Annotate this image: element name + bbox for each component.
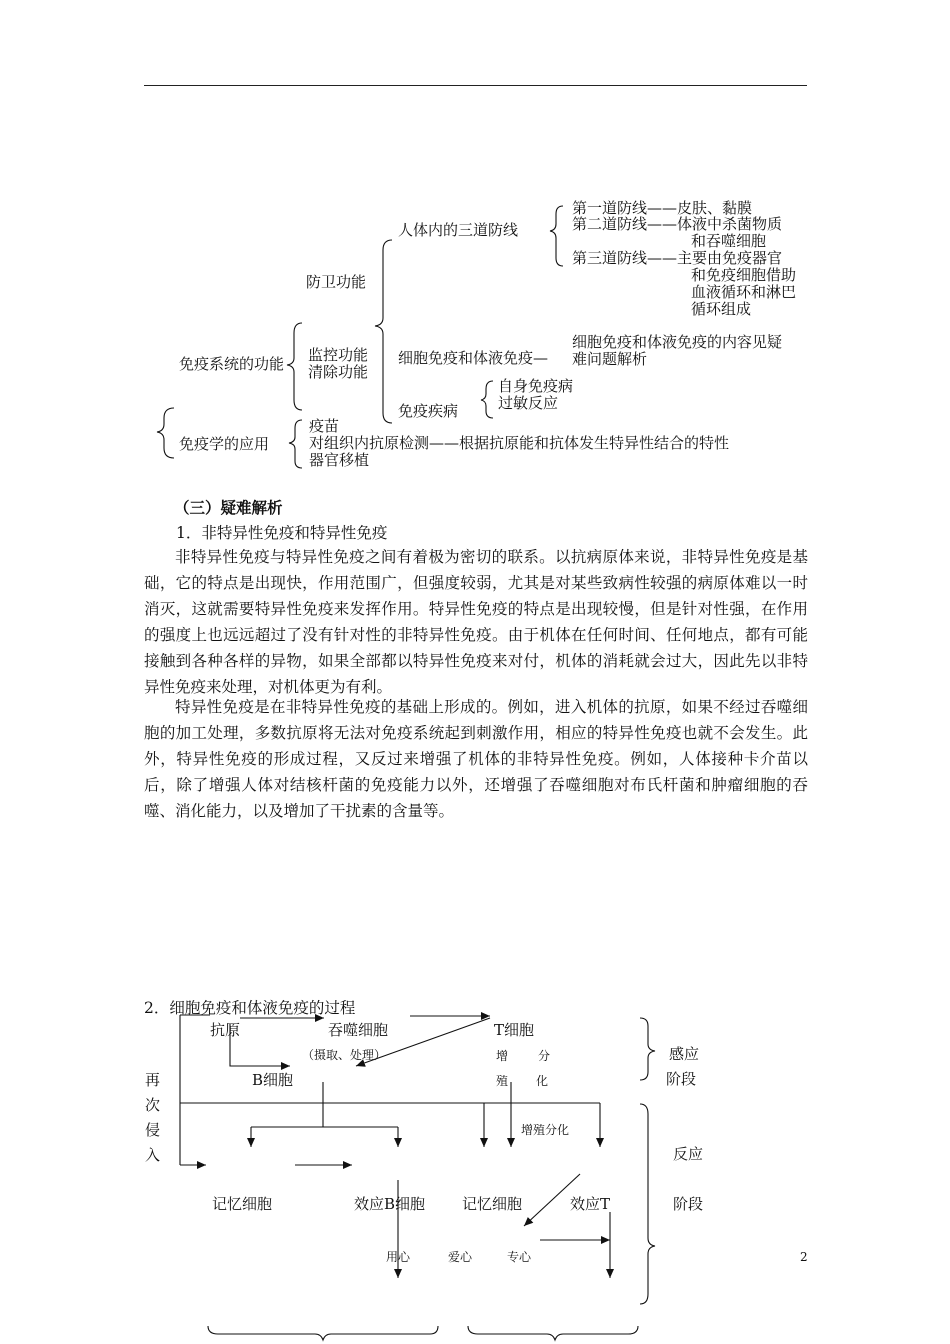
- page-number: 2: [800, 1250, 808, 1264]
- flow-t-cell: T细胞: [494, 1021, 535, 1039]
- flow-memory-cell-1: 记忆细胞: [212, 1195, 273, 1213]
- mindmap-clear: 清除功能: [308, 363, 369, 381]
- mindmap-line2b: 和吞噬细胞: [691, 232, 767, 250]
- stage-sense-2: 阶段: [666, 1070, 697, 1088]
- mindmap-transplant: 器官移植: [309, 451, 370, 469]
- stage-sense-1: 感应: [669, 1045, 700, 1063]
- flow-antigen: 抗原: [210, 1021, 241, 1039]
- paragraph-1: 非特异性免疫与特异性免疫之间有着极为密切的联系。以抗病原体来说，非特异性免疫是基础，它的特点是出现快，作用范围广，但强度较弱，尤其是对某些致病性较强的病原体难以一时消灭，这就需要特异性免疫来发挥作用。特异性免疫的特点是出现较慢，但是针对性强，在作用的强度上也远远超过了没有针对性的非特异性免疫。由于机体在任何时间、任何地点，都有可能接触到各种各样的异物，如果全部都以特异性免疫来对付，机体的消耗就会过大，因此先以非特异性免疫来处理，对机体更为有利。: [144, 548, 808, 696]
- mindmap-line3a: 第三道防线——主要由免疫器官: [572, 249, 783, 267]
- mindmap-autoimmune: 自身免疫病: [498, 377, 574, 395]
- header-rule: [144, 85, 807, 86]
- flow-reinvade-4: 入: [145, 1146, 161, 1164]
- mindmap-application: 免疫学的应用: [179, 435, 270, 453]
- flow-prolif-1: 增: [496, 1049, 509, 1063]
- mindmap-defense: 防卫功能: [306, 273, 367, 291]
- flow-phagocyte: 吞噬细胞: [328, 1021, 389, 1039]
- flow-effector-t: 效应T: [570, 1195, 611, 1213]
- flow-reinvade-1: 再: [145, 1071, 161, 1089]
- mindmap-line3b: 和免疫细胞借助: [691, 266, 797, 284]
- flow-reinvade-3: 侵: [145, 1121, 161, 1139]
- paragraph-2: 特异性免疫是在非特异性免疫的基础上形成的。例如，进入机体的抗原，如果不经过吞噬细胞的加工处理，多数抗原将无法对免疫系统起到刺激作用，相应的特异性免疫也就不会发生。此外，特异性免疫的形成过程，又反过来增强了机体的非特异性免疫。例如，人体接种卡介苗以后，除了增强人体对结核杆菌的免疫能力以外，还增强了吞噬细胞对布氏杆菌和肿瘤细胞的吞噬、消化能力，以及增加了干扰素的含量等。: [144, 698, 808, 820]
- mindmap-cell-humoral: 细胞免疫和体液免疫—: [398, 349, 549, 367]
- mindmap-three-lines: 人体内的三道防线: [398, 221, 519, 239]
- brace-outer: [157, 408, 174, 458]
- flow-memory-cell-2: 记忆细胞: [462, 1195, 523, 1213]
- flow-process: （摄取、处理）: [302, 1048, 387, 1062]
- mindmap-allergy: 过敏反应: [498, 394, 559, 412]
- mindmap-detection: 对组织内抗原检测——根据抗原能和抗体发生特异性结合的特性: [309, 434, 730, 452]
- section-title: （三）疑难解析: [174, 498, 283, 517]
- stage-react-2: 阶段: [673, 1195, 704, 1213]
- stage-react-1: 反应: [673, 1145, 704, 1163]
- mindmap-line2a: 第二道防线——体液中杀菌物质: [572, 215, 783, 233]
- mindmap-line3c: 血液循环和淋巴: [691, 283, 797, 301]
- subsection-2-title: 2．细胞免疫和体液免疫的过程: [144, 999, 356, 1017]
- flow-b-cell: B细胞: [252, 1071, 294, 1089]
- brace-react: [640, 1104, 655, 1304]
- mindmap-root: 免疫系统的功能: [179, 355, 285, 373]
- mindmap-cell-humoral-note2: 难问题解析: [572, 350, 648, 368]
- mindmap-monitor: 监控功能: [308, 346, 369, 364]
- flow-prolif-2: 殖: [496, 1074, 509, 1088]
- flow-prolif-diff: 增殖分化: [521, 1123, 570, 1137]
- mindmap-cell-humoral-note1: 细胞免疫和体液免疫的内容见疑: [572, 333, 783, 351]
- flow-diff-1: 分: [538, 1049, 551, 1063]
- flow-effector-b-cell: 效应B细胞: [354, 1195, 426, 1213]
- footer-word-1: 用心: [386, 1250, 411, 1264]
- brace-bottom-left: [208, 1326, 438, 1340]
- brace-three-lines: [550, 206, 563, 266]
- flow-diff-2: 化: [536, 1074, 549, 1088]
- flow-reinvade-2: 次: [145, 1096, 161, 1114]
- mindmap-line3d: 循环组成: [691, 300, 752, 318]
- brace-root: [287, 323, 302, 410]
- mindmap-vaccine: 疫苗: [309, 417, 340, 435]
- brace-application: [289, 420, 302, 468]
- footer-word-2: 爱心: [448, 1250, 473, 1264]
- brace-bottom-right: [468, 1326, 638, 1340]
- footer-word-3: 专心: [507, 1250, 532, 1264]
- mindmap-disease: 免疫疾病: [398, 402, 459, 420]
- brace-sense: [640, 1018, 655, 1080]
- subsection-1-title: 1．非特异性免疫和特异性免疫: [176, 524, 388, 542]
- brace-defense: [375, 240, 392, 423]
- brace-disease: [481, 381, 493, 418]
- mindmap-line1: 第一道防线——皮肤、黏膜: [572, 199, 753, 217]
